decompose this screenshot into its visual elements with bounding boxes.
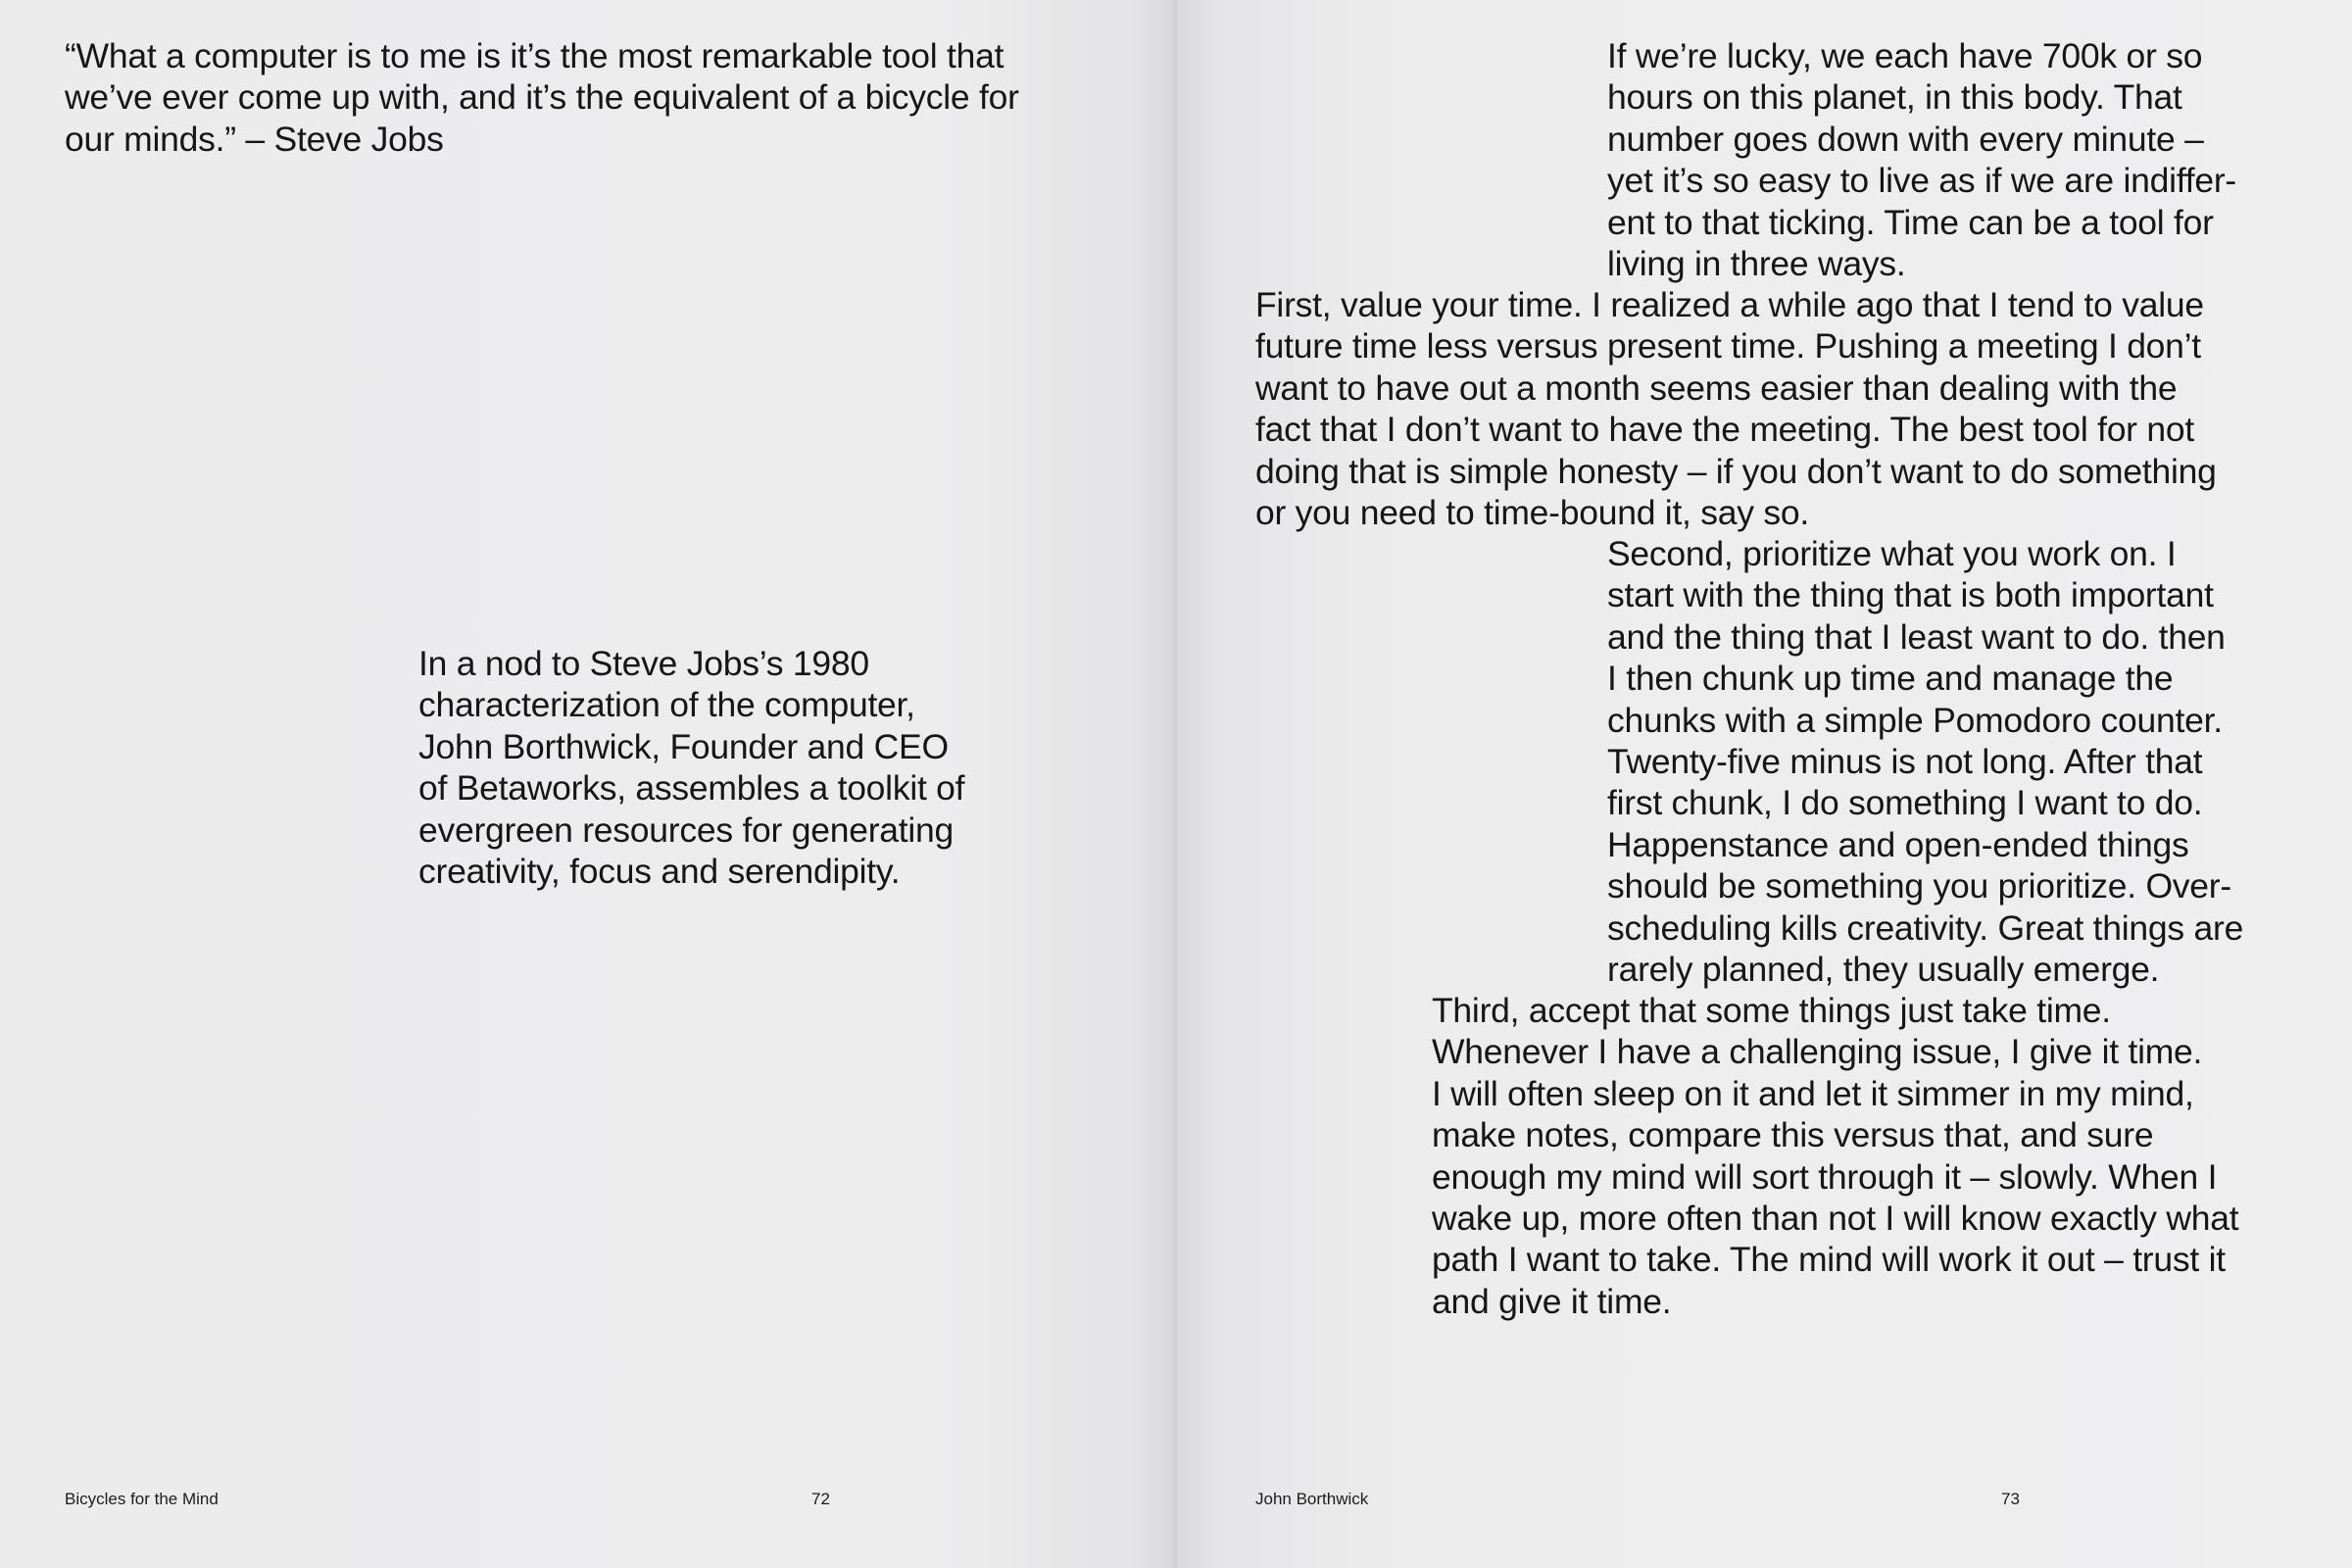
page-number-right: 73 (2001, 1490, 2020, 1508)
running-title: Bicycles for the Mind (65, 1490, 219, 1508)
page-number-left: 72 (811, 1490, 830, 1508)
body-paragraph-2: First, value your time. I realized a while ago that I tend to value future time less versus present time. Pushing a meeting I don’t want to have out a month seems easier than dealing with the fact that I don’t want to have the meeting. The best tool for not doing that is simple honesty – if you don’t want to do something or you need to time-bound it, say so. (1255, 285, 2217, 533)
body-paragraph-1: If we’re lucky, we each have 700k or so hours on this planet, in this body. That number goes down with every minute – yet it’s so easy to live as if we are indiffer- ent to that ticking. Time can be a tool for living in three ways. (1607, 36, 2237, 284)
opening-quote: “What a computer is to me is it’s the most remarkable tool that we’ve ever come up with, and it’s the equivalent of a bicycle for our minds.” – Steve Jobs (65, 36, 1019, 159)
left-page (0, 0, 1175, 1568)
body-paragraph-4: Third, accept that some things just take time. Whenever I have a challenging issue, I give it time. I will often sleep on it and let it simmer in my mind, make notes, compare this versus that, and sure enough my mind will sort through it – slowly. When I wake up, more often than not I will know exactly what path I want to take. The mind will work it out – trust it and give it time. (1432, 991, 2239, 1321)
intro-paragraph: In a nod to Steve Jobs’s 1980 characterization of the computer, John Borthwick, Founder and CEO of Betaworks, assembles a toolkit of evergreen resources for generating creativity, focus and serendipity. (418, 644, 965, 892)
author-name: John Borthwick (1255, 1490, 1369, 1508)
body-paragraph-3: Second, prioritize what you work on. I start with the thing that is both important and the thing that I least want to do. then I then chunk up time and manage the chunks with a simple Pomodoro counter. Twenty-five minus is not long. After that first chunk, I do something I want to do. Happenstance and open-ended things should be something you prioritize. Over- scheduling kills creativity. Great things are rarely planned, they usually emerge. (1607, 534, 2244, 990)
right-page (1177, 0, 2352, 1568)
